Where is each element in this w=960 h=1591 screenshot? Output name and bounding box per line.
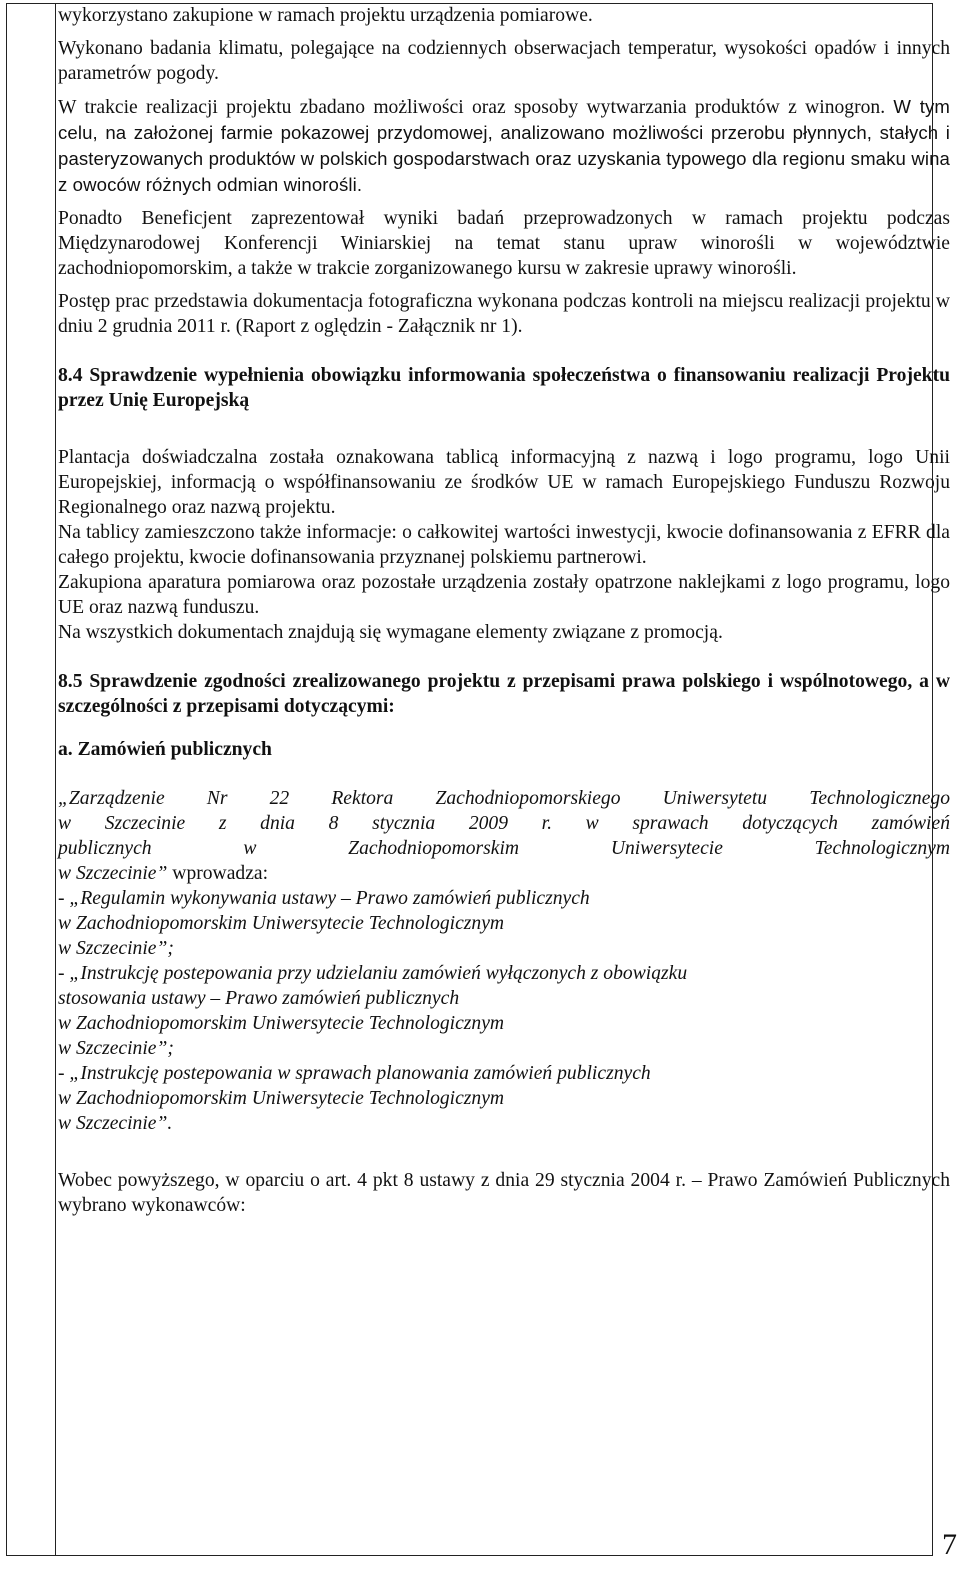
paragraph-equipment: Zakupiona aparatura pomiarowa oraz pozostałe urządzenia zostały opatrzone naklejkami z logo programu, logo UE oraz nazwą funduszu.	[58, 572, 950, 618]
list-item-2-line-3: w Zachodniopomorskim Uniwersytecie Technologicznym	[58, 1013, 505, 1034]
ordinance-line-3: publicznych w Zachodniopomorskim Uniwersytecie Technologicznym	[58, 838, 950, 859]
paragraph-wine-products	[58, 94, 950, 198]
ordinance-line-2: w Szczecinie z dnia 8 stycznia 2009 r. w sprawach dotyczących zamówień	[58, 813, 950, 834]
ordinance-line-4: w Szczecinie” wprowadza:	[58, 863, 269, 884]
document-body	[58, 3, 950, 1218]
paragraph-conference: Ponadto Beneficjent zaprezentował wyniki badań przeprowadzonych w ramach projektu podczas Międzynarodowej Konferencji Winiarskiej na temat stanu upraw winorośli w województwie zachodniopomorskim, a także w trakcie zorganizowanego kursu w zakresie uprawy winorośli.	[58, 208, 950, 279]
list-item-1-line-3: w Szczecinie”;	[58, 938, 174, 959]
paragraph-progress: Postęp prac przedstawia dokumentacja fotograficzna wykonana podczas kontroli na miejscu realizacji projektu w dniu 2 grudnia 2011 r. (Raport z oględzin - Załącznik nr 1).	[58, 291, 950, 337]
list-item-1-line-1: - „Regulamin wykonywania ustawy – Prawo zamówień publicznych	[58, 888, 590, 909]
page-number: 7	[942, 1528, 957, 1561]
paragraph-climate: Wykonano badania klimatu, polegające na codziennych obserwacjach temperatur, wysokości opadów i innych parametrów pogody.	[58, 38, 950, 84]
list-item-1-line-2: w Zachodniopomorskim Uniwersytecie Technologicznym	[58, 913, 505, 934]
paragraph-board: Na tablicy zamieszczono także informacje: o całkowitej wartości inwestycji, kwocie dofinansowania z EFRR dla całego projektu, kwocie dofinansowania przyznanej polskiemu partnerowi.	[58, 522, 950, 568]
paragraph-intro-tail: wykorzystano zakupione w ramach projektu urządzenia pomiarowe.	[58, 5, 593, 26]
left-margin-column	[7, 4, 56, 1555]
paragraph-wine-products-sans: W tym celu, na założonej farmie pokazowej przydomowej, analizowano możliwości przerobu płynnych, stałych i pasteryzowanych produktów w polskich gospodarstwach oraz uzyskania typowego dla regionu smaku wina z owoców różnych odmian winorośli.	[58, 96, 950, 195]
paragraph-wine-products-serif: W trakcie realizacji projektu zbadano możliwości oraz sposoby wytwarzania produktów z winogron.	[58, 97, 886, 118]
section-heading-8-4: 8.4 Sprawdzenie wypełnienia obowiązku informowania społeczeństwa o finansowaniu realizacji Projektu przez Unię Europejską	[58, 365, 950, 411]
subsection-heading-a: a. Zamówień publicznych	[58, 739, 272, 760]
ordinance-block	[58, 786, 950, 1136]
list-item-2-line-1: - „Instrukcję postepowania przy udzielaniu zamówień wyłączonych z obowiązku	[58, 963, 688, 984]
list-item-2-line-4: w Szczecinie”;	[58, 1038, 174, 1059]
ordinance-line-1: „Zarządzenie Nr 22 Rektora Zachodniopomorskiego Uniwersytetu Technologicznego	[58, 788, 950, 809]
paragraph-conclusion: Wobec powyższego, w oparciu o art. 4 pkt 8 ustawy z dnia 29 stycznia 2004 r. – Prawo Zamówień Publicznych wybrano wykonawców:	[58, 1170, 950, 1216]
paragraph-documents: Na wszystkich dokumentach znajdują się wymagane elementy związane z promocją.	[58, 622, 723, 643]
section-heading-8-5: 8.5 Sprawdzenie zgodności zrealizowanego projektu z przepisami prawa polskiego i wspólnotowego, a w szczególności z przepisami dotyczącymi:	[58, 671, 950, 717]
list-item-3-line-2: w Zachodniopomorskim Uniwersytecie Technologicznym	[58, 1088, 505, 1109]
list-item-3-line-1: - „Instrukcję postepowania w sprawach planowania zamówień publicznych	[58, 1063, 651, 1084]
paragraph-plantation: Plantacja doświadczalna została oznakowana tablicą informacyjną z nazwą i logo programu, logo Unii Europejskiej, informacją o współfinansowaniu ze środków UE w ramach Europejskiego Funduszu Rozwoju Regionalnego oraz nazwą projektu.	[58, 447, 950, 518]
list-item-3-line-3: w Szczecinie”.	[58, 1113, 173, 1134]
list-item-2-line-2: stosowania ustawy – Prawo zamówień publicznych	[58, 988, 460, 1009]
